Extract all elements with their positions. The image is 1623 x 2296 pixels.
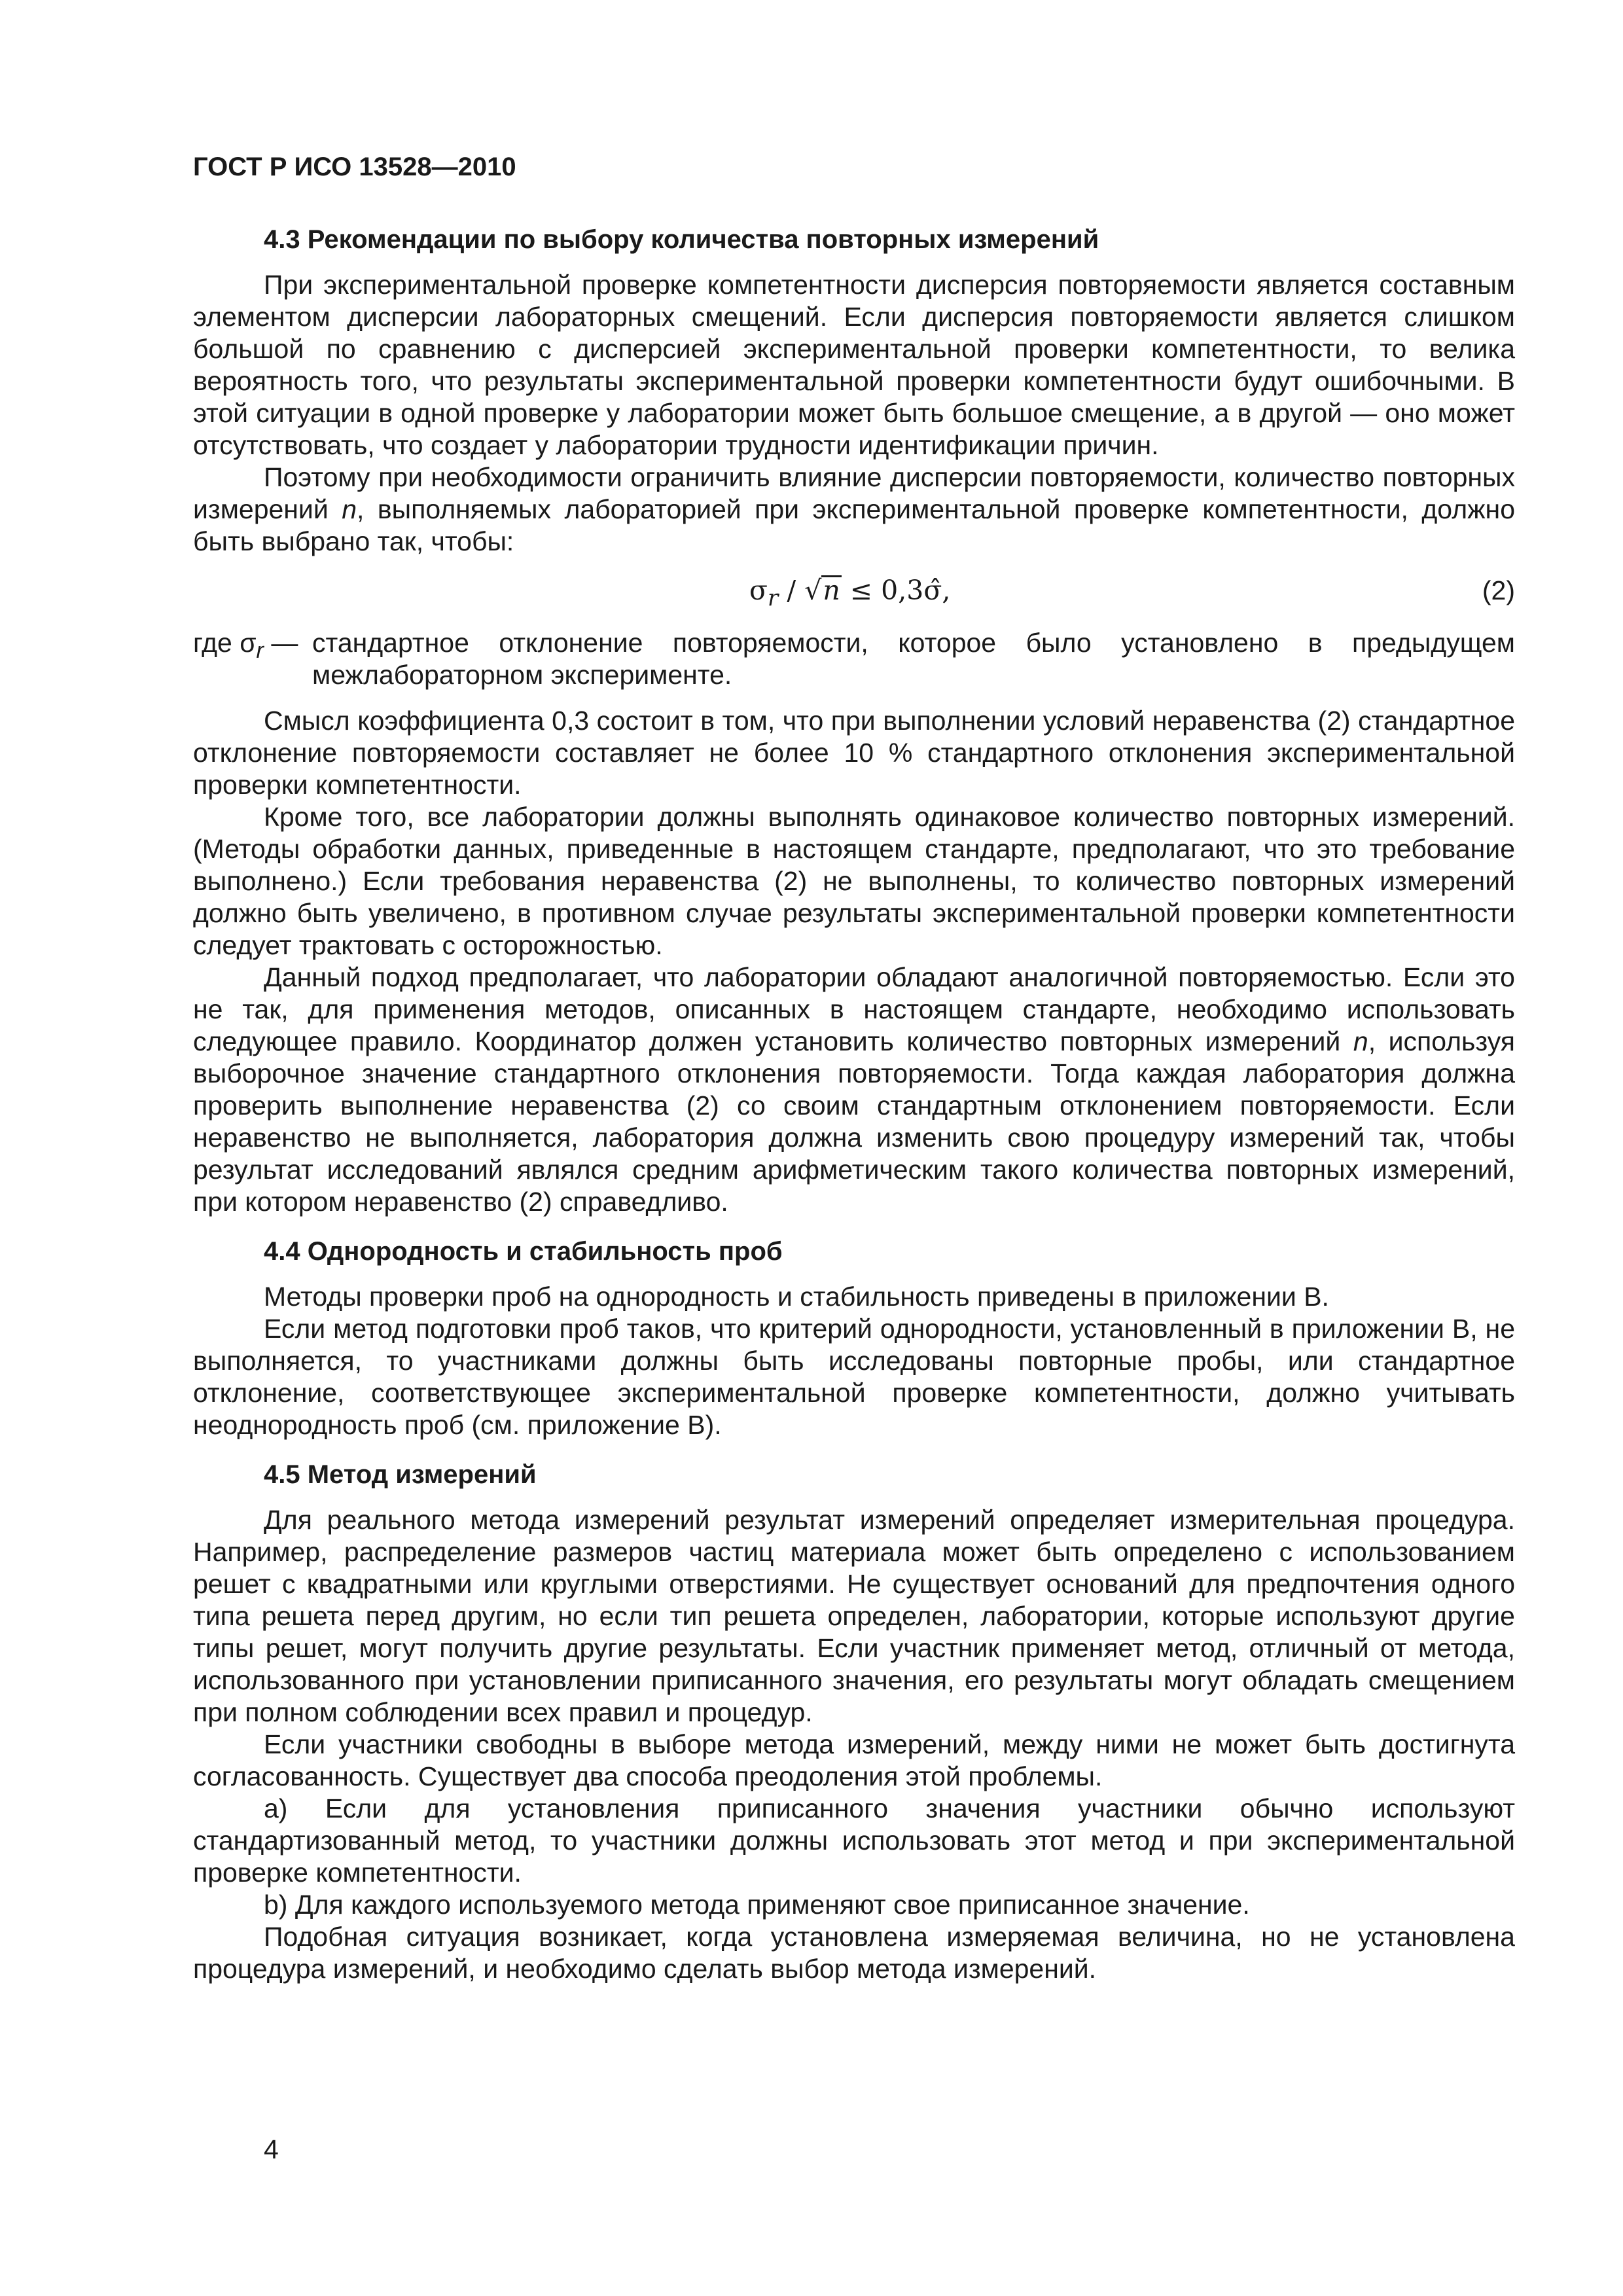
formula-rest: ≤ 0,3σ̂, — [841, 575, 951, 606]
sqrt-icon: √ — [804, 575, 822, 606]
paragraph: Кроме того, все лаборатории должны выполнять одинаковое количество повторных измерений. (Методы обработки данных, приведенные в настоящем стандарте, предполагают, что это требование выполнено.) Если требования неравенства (2) не выполнены, то количество повторных измерений должно быть увеличено, в противном случае результаты экспериментальной проверки компетентности следует трактовать с осторожностью. — [193, 802, 1515, 960]
page-number: 4 — [264, 2134, 279, 2164]
paragraph: Подобная ситуация возникает, когда установлена измеряемая величина, но не установлена процедура измерений, и необходимо сделать выбор метода измерений. — [193, 1922, 1515, 1984]
formula-expression — [749, 575, 950, 615]
paragraph: Смысл коэффициента 0,3 состоит в том, что при выполнении условий неравенства (2) стандартное отклонение повторяемости составляет не более 10 % стандартного отклонения экспериментальной проверки компетентности. — [193, 706, 1515, 800]
text-run: Поэтому при необходимости ограничить влияние дисперсии повторяемости, количество повторных измерений — [193, 462, 1515, 524]
section-4-4-title: 4.4 Однородность и стабильность проб — [264, 1237, 783, 1266]
variable-n: n — [342, 494, 357, 524]
list-item-b: b) Для каждого используемого метода применяют свое приписанное значение. — [264, 1890, 1250, 1920]
paragraph: Если метод подготовки проб таков, что критерий однородности, установленный в приложении В, не выполняется, то участниками должны быть исследованы повторные пробы, или стандартное отклонение, соответствующее экспериментальной проверке компетентности, должно учитывать неоднородность проб (см. приложение В). — [193, 1314, 1515, 1440]
paragraph: Методы проверки проб на однородность и стабильность приведены в приложении В. — [264, 1282, 1329, 1312]
list-item-a: a) Если для установления приписанного значения участники обычно используют стандартизованный метод, то участники должны использовать этот метод и при экспериментальной проверке компетентности. — [193, 1793, 1515, 1888]
formula-2 — [193, 569, 1515, 613]
section-4-3-title: 4.3 Рекомендации по выбору количества повторных измерений — [264, 225, 1099, 254]
formula-radicand — [821, 575, 841, 606]
where-dash: — — [263, 628, 298, 658]
paragraph: Для реального метода измерений результат измерений определяет измерительная процедура. Например, распределение размеров частиц материала может быть определено с использованием решет с квадратными или круглыми отверстиями. Не существует оснований для предпочтения одного типа решета перед другим, но если тип решета определен, лаборатории, которые используют другие типы решет, могут получить другие результаты. Если участник применяет метод, отличный от метода, использованного при установлении приписанного значения, его результаты могут обладать смещением при полном соблюдении всех правил и процедур. — [193, 1505, 1515, 1727]
page-content — [193, 224, 1515, 1985]
where-prefix: где σ — [193, 628, 257, 658]
where-subscript: r — [256, 638, 264, 664]
where-term — [193, 627, 312, 691]
where-clause — [193, 627, 1515, 691]
document-header: ГОСТ Р ИСО 13528—2010 — [193, 152, 516, 181]
paragraph: При экспериментальной проверке компетентности дисперсия повторяемости является составным элементом дисперсии лабораторных смещений. Если дисперсия повторяемости является слишком большой по сравнению с дисперсией экспериментальной проверки компетентности, то велика вероятность того, что результаты экспериментальной проверки компетентности будут ошибочными. В этой ситуации в одной проверке у лаборатории может быть большое смещение, а в другой — оно может отсутствовать, что создает у лаборатории трудности идентификации причин. — [193, 270, 1515, 460]
formula-sigma: σ — [749, 575, 768, 606]
text-run: Данный подход предполагает, что лаборатории обладают аналогичной повторяемостью. Если это не так, для применения методов, описанных в настоящем стандарте, необходимо использовать следующее правило. Координатор должен установить количество повторных измерений — [193, 962, 1515, 1056]
text-run: , выполняемых лабораторией при экспериментальной проверке компетентности, должно быть выбрано так, чтобы: — [193, 494, 1515, 556]
formula-subscript: r — [768, 585, 779, 612]
where-definition: стандартное отклонение повторяемости, которое было установлено в предыдущем межлабораторном эксперименте. — [312, 628, 1515, 690]
paragraph — [193, 461, 1515, 558]
text-run: , используя выборочное значение стандартного отклонения повторяемости. Тогда каждая лаборатория должна проверить выполнение неравенства (2) со своим стандартным отклонением повторяемости. Если неравенство не выполняется, лаборатория должна изменить свою процедуру измерений так, чтобы результат исследований являлся средним арифметическим такого количества повторных измерений, при котором неравенство (2) справедливо. — [193, 1026, 1515, 1217]
paragraph — [193, 961, 1515, 1218]
paragraph: Если участники свободны в выборе метода измерений, между ними не может быть достигнута согласованность. Существует два способа преодоления этой проблемы. — [193, 1729, 1515, 1791]
formula-n: n — [823, 575, 840, 606]
section-4-5-title: 4.5 Метод измерений — [264, 1460, 537, 1489]
formula-slash: / — [778, 575, 805, 606]
variable-n: n — [1353, 1026, 1368, 1056]
formula-number: (2) — [1482, 575, 1515, 605]
